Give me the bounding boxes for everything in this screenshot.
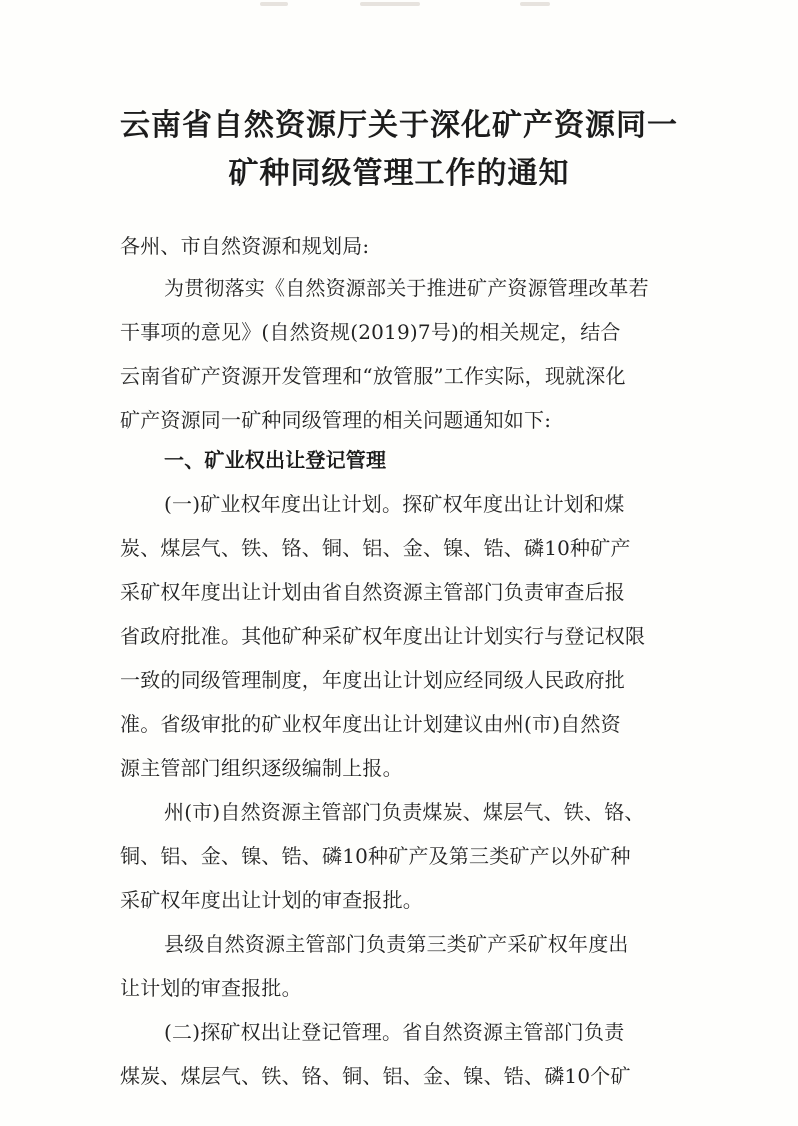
paragraph-line: 准。省级审批的矿业权年度出让计划建议由州(市)自然资 xyxy=(120,712,621,736)
scan-mark xyxy=(360,2,420,6)
paragraph-line: 为贯彻落实《自然资源部关于推进矿产资源管理改革若 xyxy=(164,276,649,300)
paragraph-line: 一致的同级管理制度，年度出让计划应经同级人民政府批 xyxy=(120,668,625,692)
paragraph-line: 省政府批准。其他矿种采矿权年度出让计划实行与登记权限 xyxy=(120,624,646,648)
paragraph-line: 县级自然资源主管部门负责第三类矿产采矿权年度出 xyxy=(164,932,629,956)
paragraph-line: 源主管部门组织逐级编制上报。 xyxy=(120,756,403,780)
paragraph-line: 云南省矿产资源开发管理和“放管服”工作实际，现就深化 xyxy=(120,364,626,388)
paragraph-line: 铜、铝、金、镍、锆、磷10种矿产及第三类矿产以外矿种 xyxy=(120,844,631,868)
document-title-line-2: 矿种同级管理工作的通知 xyxy=(228,156,570,191)
scan-mark xyxy=(520,2,550,6)
paragraph-line: 州(市)自然资源主管部门负责煤炭、煤层气、铁、铬、 xyxy=(164,800,645,824)
section-heading: 一、矿业权出让登记管理 xyxy=(164,448,387,472)
paragraph-line: 采矿权年度出让计划由省自然资源主管部门负责审查后报 xyxy=(120,580,625,604)
paragraph-line: 煤炭、煤层气、铁、铬、铜、铝、金、镍、锆、磷10个矿 xyxy=(120,1064,631,1088)
paragraph-line: 让计划的审查报批。 xyxy=(120,976,302,1000)
document-title-line-1: 云南省自然资源厅关于深化矿产资源同一 xyxy=(120,108,678,143)
paragraph-line: 矿产资源同一矿种同级管理的相关问题通知如下: xyxy=(120,408,552,432)
paragraph-line: 采矿权年度出让计划的审查报批。 xyxy=(120,888,423,912)
paragraph-line: 炭、煤层气、铁、铬、铜、铝、金、镍、锆、磷10种矿产 xyxy=(120,536,631,560)
addressee: 各州、市自然资源和规划局: xyxy=(120,234,370,258)
paragraph-line: (一)矿业权年度出让计划。探矿权年度出让计划和煤 xyxy=(164,492,625,516)
scan-mark xyxy=(260,2,288,6)
paragraph-line: 干事项的意见》(自然资规(2019)7号)的相关规定，结合 xyxy=(120,320,621,344)
paragraph-line: (二)探矿权出让登记管理。省自然资源主管部门负责 xyxy=(164,1020,625,1044)
